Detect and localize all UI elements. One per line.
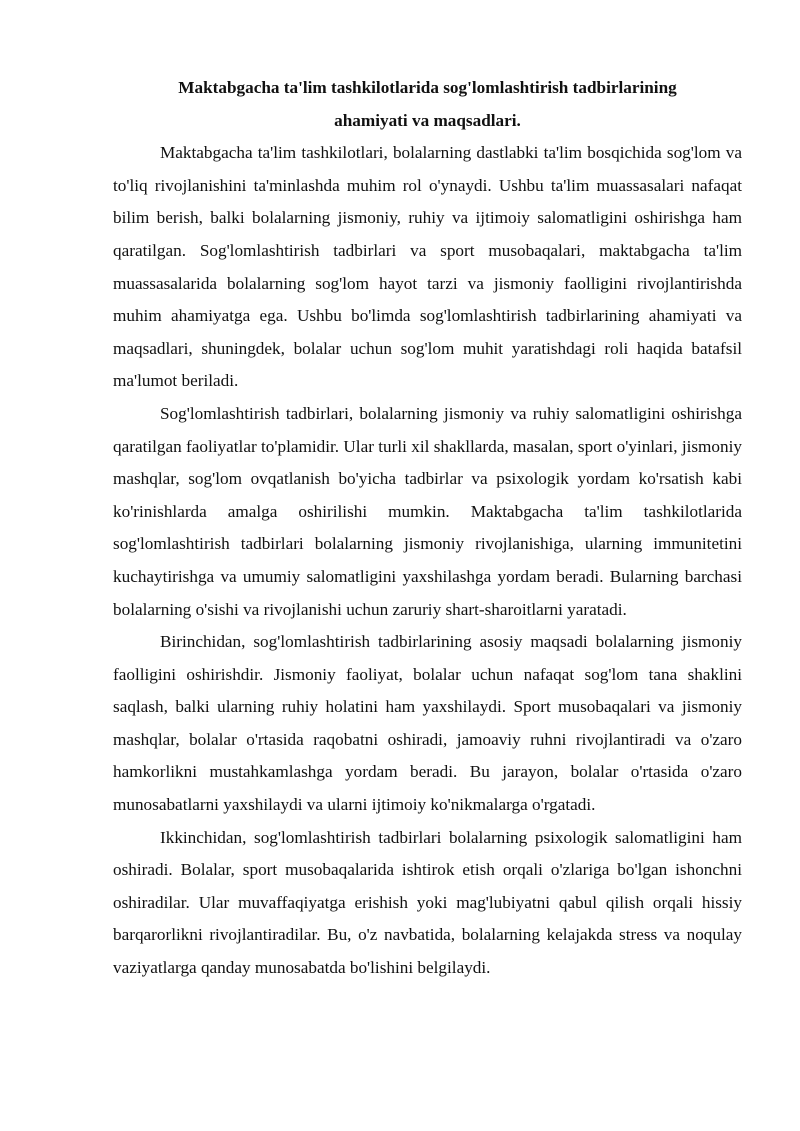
title-line-2: ahamiyati va maqsadlari. <box>334 110 521 130</box>
paragraph-3: Birinchidan, sog'lomlashtirish tadbirlarining asosiy maqsadi bolalarning jismoniy faolligini oshirishdir. Jismoniy faoliyat, bolalar uchun nafaqat sog'lom tana shaklini saqlash, balki ularning ruhiy holatini ham yaxshilaydi. Sport musobaqalari va jismoniy mashqlar, bolalar o'rtasida raqobatni oshiradi, jamoaviy ruhni rivojlantiradi va o'zaro hamkorlikni mustahkamlashga yordam beradi. Bu jarayon, bolalar o'rtasida o'zaro munosabatlarni yaxshilaydi va ularni ijtimoiy ko'nikmalarga o'rgatadi. <box>113 632 742 815</box>
paragraph-4: Ikkinchidan, sog'lomlashtirish tadbirlari bolalarning psixologik salomatligini ham oshiradi. Bolalar, sport musobaqalarida ishtirok etish orqali o'zlariga bo'lgan ishonchni oshiradilar. Ular muvaffaqiyatga erishish yoki mag'lubiyatni qabul qilish orqali hissiy barqarorlikni rivojlantiradilar. Bu, o'z navbatida, bolalarning kelajakda stress va noqulay vaziyatlarga qanday munosabatda bo'lishini belgilaydi. <box>113 827 742 978</box>
paragraph-2: Sog'lomlashtirish tadbirlari, bolalarning jismoniy va ruhiy salomatligini oshirishga qaratilgan faoliyatlar to'plamidir. Ular turli xil shakllarda, masalan, sport o'yinlari, jismoniy mashqlar, sog'lom ovqatlanish bo'yicha tadbirlar va psixologik yordam ko'rsatish kabi ko'rinishlarda amalga oshirilishi mumkin. Maktabgacha ta'lim tashkilotlarida sog'lomlashtirish tadbirlari bolalarning jismoniy rivojlanishiga, ularning immunitetini kuchaytirishga va umumiy salomatligini yaxshilashga yordam beradi. Bularning barchasi bolalarning o'sishi va rivojlanishi uchun zaruriy shart-sharoitlarni yaratadi. <box>113 403 742 619</box>
document-title <box>113 72 742 137</box>
title-line-1: Maktabgacha ta'lim tashkilotlarida sog'lomlashtirish tadbirlarining <box>178 78 677 97</box>
paragraph-1: Maktabgacha ta'lim tashkilotlari, bolalarning dastlabki ta'lim bosqichida sog'lom va to'liq rivojlanishini ta'minlashda muhim rol o'ynaydi. Ushbu ta'lim muassasalari nafaqat bilim berish, balki bolalarning jismoniy, ruhiy va ijtimoiy salomatligini oshirishga ham qaratilgan. Sog'lomlashtirish tadbirlari va sport musobaqalari, maktabgacha ta'lim muassasalarida bolalarning sog'lom hayot tarzi va jismoniy faolligini rivojlantirishda muhim ahamiyatga ega. Ushbu bo'limda sog'lomlashtirish tadbirlarining ahamiyati va maqsadlari, shuningdek, bolalar uchun sog'lom muhit yaratishdagi roli haqida batafsil ma'lumot beriladi. <box>113 143 742 391</box>
